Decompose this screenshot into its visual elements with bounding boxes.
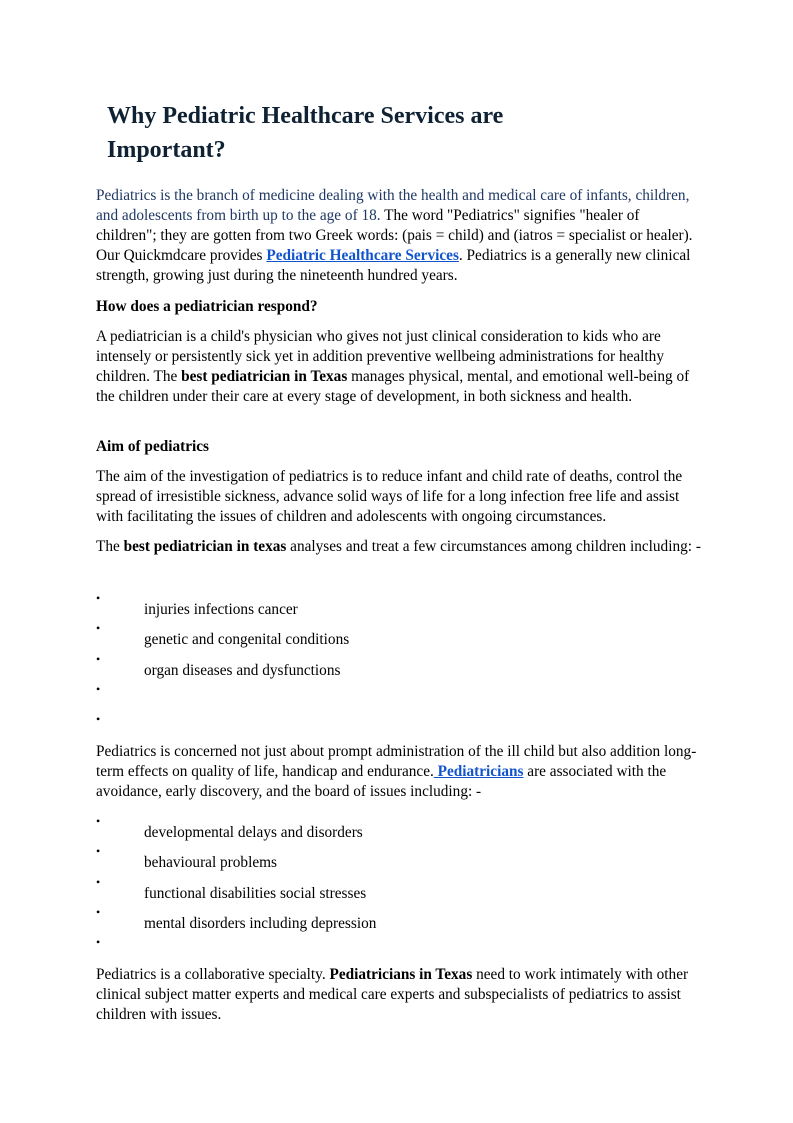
list-bullet: • (96, 814, 101, 828)
intro-text: The word "Pediatrics" signifies "healer of children"; they are gotten from two Greek words: (pais = child) and (iatros = specialist or healer). Our Quickmdcare provides (96, 207, 693, 264)
analyses-paragraph (96, 537, 702, 557)
list-bullet: • (96, 682, 101, 696)
pediatrician-paragraph (96, 327, 702, 407)
list-bullet: • (96, 591, 101, 605)
pediatricians-in-texas-bold: Pediatricians in Texas (329, 966, 473, 983)
list-item: behavioural problems (144, 854, 277, 871)
analyses-text: The (96, 538, 124, 555)
heading-aim-of-pediatrics: Aim of pediatrics (96, 438, 210, 455)
intro-definition: Pediatrics is the branch of medicine dealing with the health and medical care of infants, children, and adolescents from birth up to the age of 18. (96, 187, 690, 224)
best-pediatrician-texas-bold-2: best pediatrician in texas (123, 538, 287, 555)
pediatric-healthcare-services-link[interactable]: Pediatric Healthcare Services (266, 247, 459, 264)
heading-pediatrician-respond: How does a pediatrician respond? (96, 298, 318, 315)
list-bullet: • (96, 844, 101, 858)
intro-text-end: . Pediatrics is a generally new clinical strength, growing just during the nineteenth hundred years. (96, 247, 691, 284)
list-bullet: • (96, 875, 101, 889)
list-bullet: • (96, 935, 101, 949)
list-bullet: • (96, 905, 101, 919)
pediatrician-text: A pediatrician is a child's physician who gives not just clinical consideration to kids who are intensely or persistently sick yet in addition preventive wellbeing administrations for healthy children. The (96, 328, 664, 385)
list-item: mental disorders including depression (144, 915, 377, 932)
closing-text: Pediatrics is a collaborative specialty. (96, 966, 330, 983)
list-bullet: • (96, 712, 101, 726)
concerned-text: Pediatrics is concerned not just about prompt administration of the ill child but also addition long-term effects on quality of life, handicap and endurance. (96, 743, 697, 780)
list-bullet: • (96, 621, 101, 635)
best-pediatrician-texas-bold: best pediatrician in Texas (181, 368, 348, 385)
list-bullet: • (96, 652, 101, 666)
list-item: functional disabilities social stresses (144, 885, 367, 902)
closing-text-end: need to work intimately with other clinical subject matter experts and medical care experts and subspecialists of pediatrics to assist children with issues. (96, 966, 689, 1023)
intro-paragraph (96, 186, 702, 286)
concerned-paragraph (96, 742, 702, 802)
list-item: developmental delays and disorders (144, 824, 363, 841)
concerned-text-end: are associated with the avoidance, early discovery, and the board of issues including: - (96, 763, 667, 800)
list-item: organ diseases and dysfunctions (144, 662, 341, 679)
closing-paragraph (96, 965, 702, 1025)
analyses-text-end: analyses and treat a few circumstances among children including: - (286, 538, 701, 555)
pediatricians-link[interactable]: Pediatricians (433, 763, 524, 780)
list-item: injuries infections cancer (144, 601, 298, 618)
aim-paragraph: The aim of the investigation of pediatrics is to reduce infant and child rate of deaths, control the spread of irresistible sickness, advance solid ways of life for a long infection free life and assist with facilitating the issues of children and adolescents with ongoing circumstances. (96, 468, 683, 525)
pediatrician-text-end: manages physical, mental, and emotional well-being of the children under their care at every stage of development, in both sickness and health. (96, 368, 690, 405)
list-item: genetic and congenital conditions (144, 631, 350, 648)
page-title: Why Pediatric Healthcare Services are Important? (107, 103, 504, 163)
